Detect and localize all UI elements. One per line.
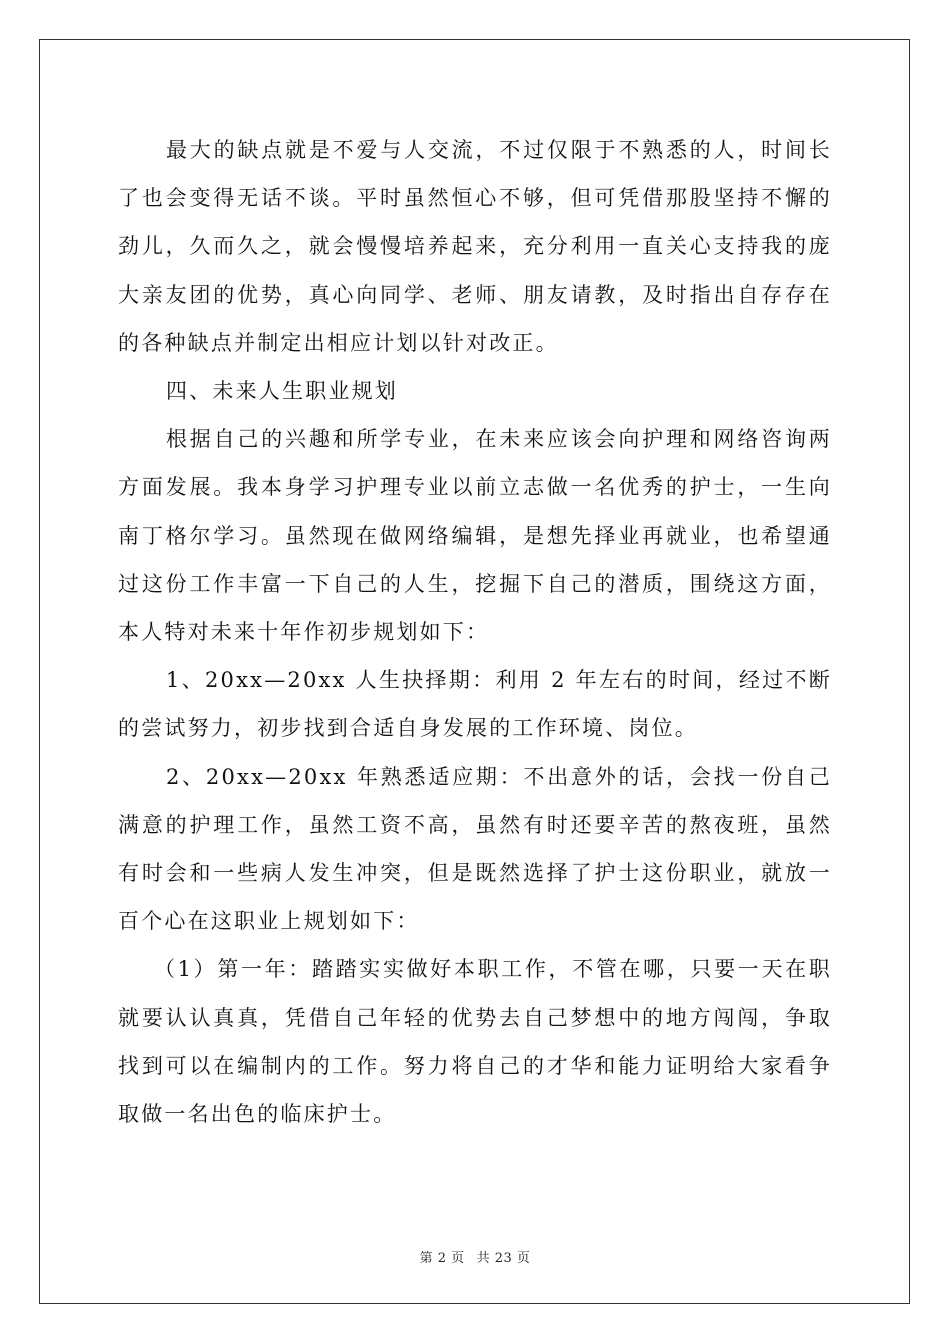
page-total: 共 23 页 bbox=[476, 1251, 531, 1266]
document-body bbox=[118, 126, 832, 1138]
paragraph-strengths-weaknesses: 最大的缺点就是不爱与人交流，不过仅限于不熟悉的人，时间长了也会变得无话不谈。平时虽然恒心不够，但可凭借那股坚持不懈的劲儿，久而久之，就会慢慢培养起来，充分利用一直关心支持我的庞大亲友团的优势，真心向同学、老师、朋友请教，及时指出自存存在的各种缺点并制定出相应计划以针对改正。 bbox=[118, 138, 832, 355]
section-heading-career-plan: 四、未来人生职业规划 bbox=[166, 379, 398, 404]
paragraph-plan-year-1: （1）第一年：踏踏实实做好本职工作，不管在哪，只要一天在职就要认认真真，凭借自己年轻的优势去自己梦想中的地方闯闯，争取找到可以在编制内的工作。努力将自己的才华和能力证明给大家看争取做一名出色的临床护士。 bbox=[118, 957, 832, 1127]
page-number: 第 2 页 bbox=[419, 1251, 465, 1266]
paragraph-plan-stage-2: 2、20xx—20xx 年熟悉适应期：不出意外的话，会找一份自己满意的护理工作，虽然工资不高，虽然有时还要辛苦的熬夜班，虽然有时会和一些病人发生冲突，但是既然选择了护士这份职业，就放一百个心在这职业上规划如下： bbox=[118, 764, 832, 934]
page-footer bbox=[0, 1247, 950, 1266]
paragraph-career-direction: 根据自己的兴趣和所学专业，在未来应该会向护理和网络咨询两方面发展。我本身学习护理专业以前立志做一名优秀的护士，一生向南丁格尔学习。虽然现在做网络编辑，是想先择业再就业，也希望通过这份工作丰富一下自己的人生，挖掘下自己的潜质，围绕这方面，本人特对未来十年作初步规划如下： bbox=[118, 427, 832, 645]
paragraph-plan-stage-1: 1、20xx—20xx 人生抉择期：利用 2 年左右的时间，经过不断的尝试努力，初步找到合适自身发展的工作环境、岗位。 bbox=[118, 668, 832, 741]
